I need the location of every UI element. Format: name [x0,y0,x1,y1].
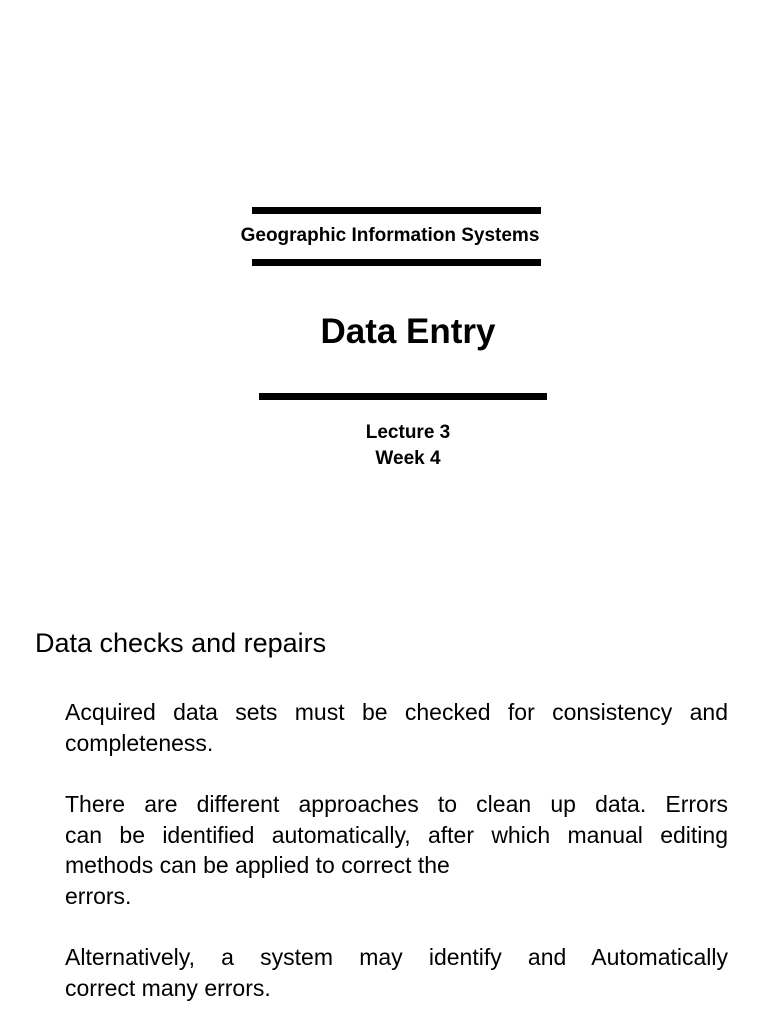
paragraph-line: correct many errors. [65,974,271,1001]
course-name: Geographic Information Systems [240,225,540,246]
paragraph-line: There are different approaches to clean up data. Errors [65,791,728,817]
paragraph [65,697,728,758]
paragraph [65,789,728,911]
paragraph-line: methods can be applied to correct the [65,852,450,878]
week-number: Week 4 [375,448,441,469]
paragraph-line: errors. [65,882,132,909]
paragraph-line: Acquired data sets must be checked for consistency and [65,699,728,725]
paragraph [65,942,728,1003]
bottom-rule [259,393,547,400]
paragraph-line: Alternatively, a system may identify and Automatically [65,944,728,970]
top-rule [252,207,541,214]
middle-rule [252,259,541,266]
document-title: Data Entry [320,312,496,351]
section-heading: Data checks and repairs [35,628,327,658]
paragraph-line: can be identified automatically, after which manual editing [65,821,728,848]
paragraph-line: completeness. [65,729,214,756]
lecture-number: Lecture 3 [365,422,451,443]
